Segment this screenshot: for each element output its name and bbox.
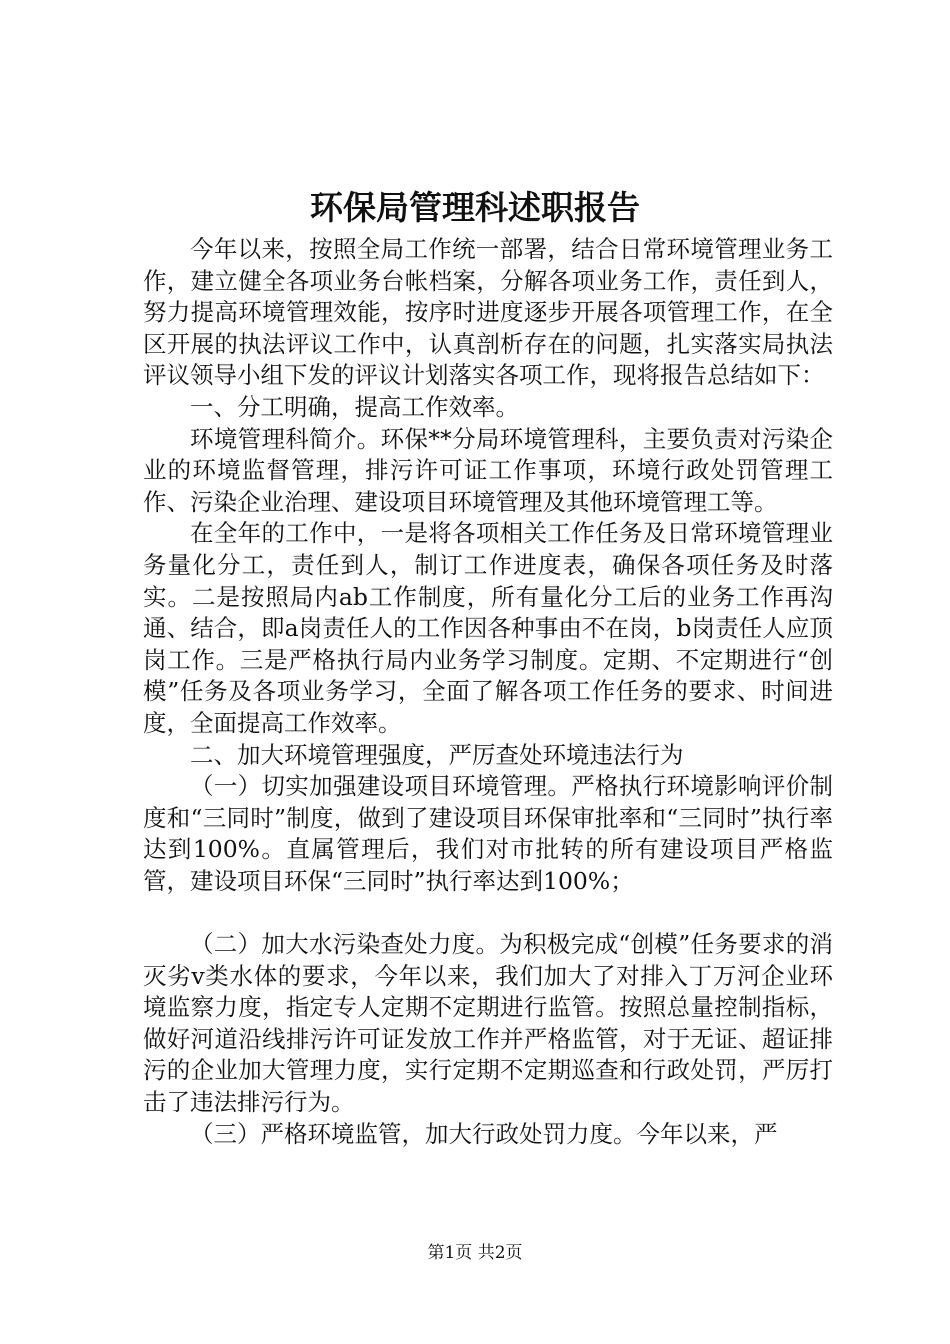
section-heading-2: 二、加大环境管理强度，严厉查处环境违法行为 <box>190 740 684 769</box>
page-footer: 第1页 共2页 <box>427 1243 523 1263</box>
paragraph-subsection-3: （三）严格环境监管，加大行政处罚力度。今年以来，严 <box>190 1119 778 1148</box>
paragraph-department-intro: 环境管理科简介。环保**分局环境管理科，主要负责对污染企业的环境监督管理，排污许可证工作事项，环境行政处罚管理工作、污染企业治理、建设项目环境管理及其他环境管理工等。 <box>143 424 833 516</box>
paragraph-intro: 今年以来，按照全局工作统一部署，结合日常环境管理业务工作，建立健全各项业务台帐档案，分解各项业务工作，责任到人，努力提高环境管理效能，按序时进度逐步开展各项管理工作，在全区开展的执法评议工作中，认真剖析存在的问题，扎实落实局执法评议领导小组下发的评议计划落实各项工作，现将报告总结如下： <box>143 235 833 390</box>
paragraph-subsection-2: （二）加大水污染查处力度。为积极完成“创模”任务要求的消灭劣v类水体的要求，今年以来，我们加大了对排入丁万河企业环境监察力度，指定专人定期不定期进行监管。按照总量控制指标，做好河道沿线排污许可证发放工作并严格监管，对于无证、超证排污的企业加大管理力度，实行定期不定期巡查和行政处罚，严厉打击了违法排污行为。 <box>143 930 833 1117</box>
document-body <box>143 234 833 1150</box>
section-heading-1: 一、分工明确，提高工作效率。 <box>190 392 519 421</box>
paragraph-work-division: 在全年的工作中，一是将各项相关工作任务及日常环境管理业务量化分工，责任到人，制订工作进度表，确保各项任务及时落实。二是按照局内ab工作制度，所有量化分工后的业务工作再沟通、结合，即a岗责任人的工作因各种事由不在岗，b岗责任人应顶岗工作。三是严格执行局内业务学习制度。定期、不定期进行“创模”任务及各项业务学习，全面了解各项工作任务的要求、时间进度，全面提高工作效率。 <box>143 519 833 737</box>
paragraph-subsection-1: （一）切实加强建设项目环境管理。严格执行环境影响评价制度和“三同时”制度，做到了建设项目环保审批率和“三同时”执行率达到100%。直属管理后，我们对市批转的所有建设项目严格监管，建设项目环保“三同时”执行率达到100%； <box>143 772 833 895</box>
document-title: 环保局管理科述职报告 <box>310 188 640 227</box>
